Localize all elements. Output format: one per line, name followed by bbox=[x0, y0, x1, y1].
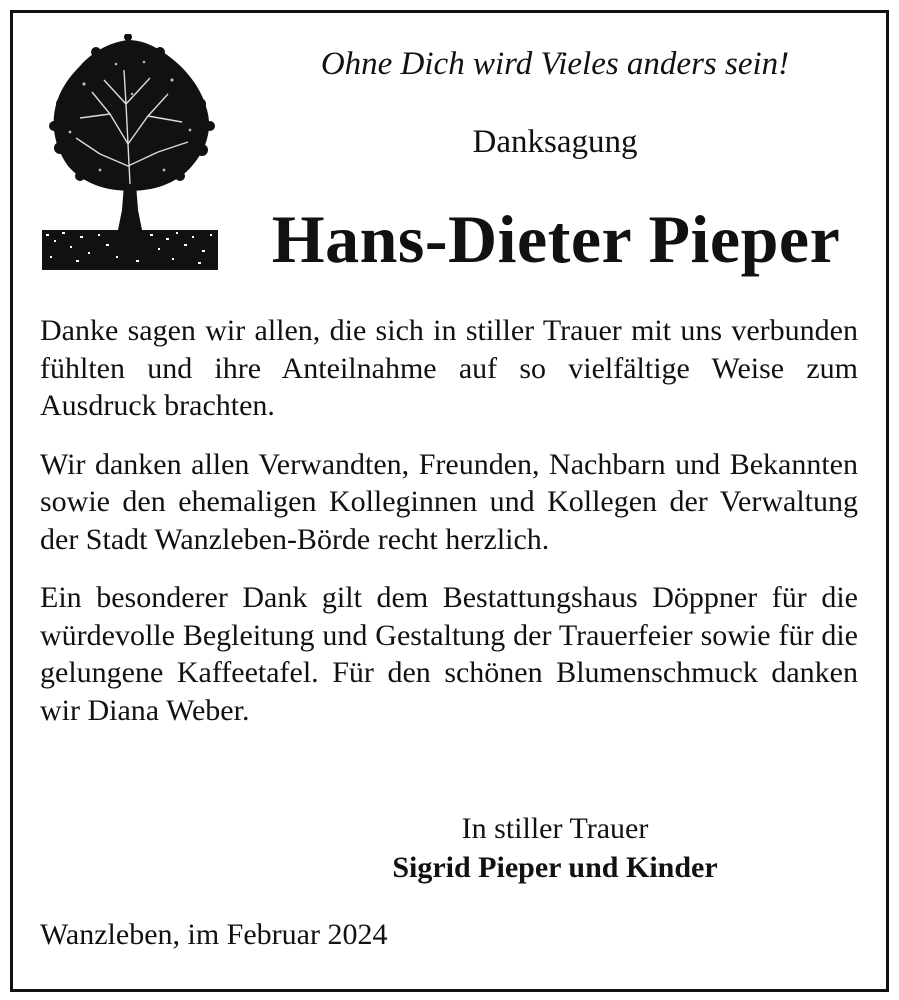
notice-heading: Danksagung bbox=[472, 124, 638, 160]
place-and-date: Wanzleben, im Februar 2024 bbox=[40, 918, 388, 951]
motto-line: Ohne Dich wird Vieles anders sein! bbox=[320, 46, 790, 82]
deceased-name: Hans-Dieter Pieper bbox=[271, 201, 841, 277]
body-paragraph: Danke sagen wir allen, die sich in stiller Trauer mit uns verbunden fühlten und ihre Anteilnahme auf so vielfältige Weise zum Ausdruck brachten. bbox=[40, 314, 858, 422]
signature-block bbox=[300, 810, 810, 887]
notice-body bbox=[40, 312, 858, 750]
family-signature: Sigrid Pieper und Kinder bbox=[392, 851, 718, 884]
closing-line: In stiller Trauer bbox=[461, 812, 649, 845]
body-paragraph: Ein besonderer Dank gilt dem Bestattungshaus Döppner für die würdevolle Begleitung und Gestaltung der Trauerfeier sowie für die gelungene Kaffeetafel. Für den schönen Blumenschmuck danken wir Diana Weber. bbox=[40, 581, 858, 727]
tree-icon bbox=[40, 34, 220, 274]
body-paragraph: Wir danken allen Verwandten, Freunden, Nachbarn und Bekannten sowie den ehemaligen Kolleginnen und Kollegen der Verwaltung der Stadt Wanzleben-Börde recht herzlich. bbox=[40, 447, 858, 556]
